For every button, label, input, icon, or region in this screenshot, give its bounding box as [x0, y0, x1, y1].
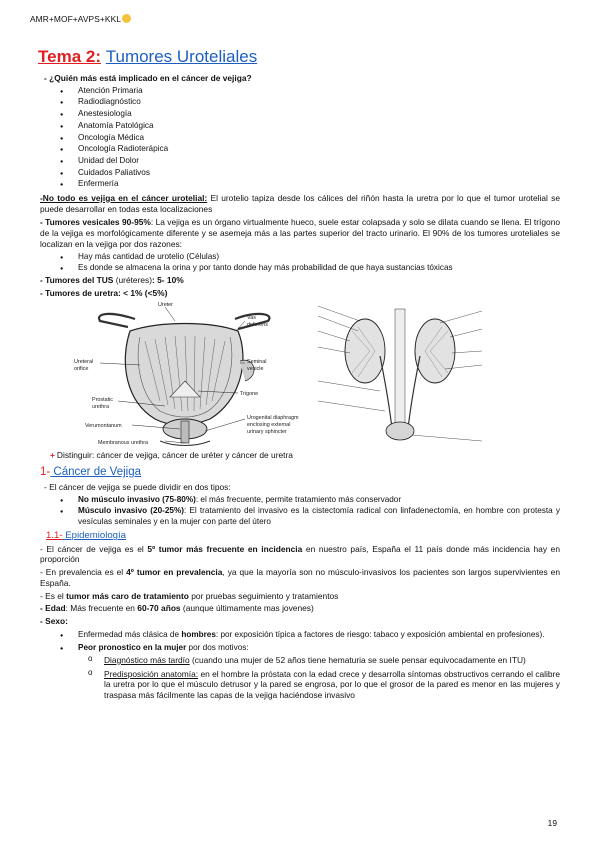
fig-label-urogenital-1: Urogenital diaphragm [247, 415, 299, 422]
fig-label-urogenital-3: urinary sphincter [247, 429, 287, 436]
sexo-list [60, 630, 560, 654]
list-item: ● Anatomía Patológica [60, 121, 560, 132]
document-body [40, 73, 560, 704]
fig-label-ureteral: Ureteral [74, 359, 94, 366]
page-header: AMR+MOF+AVPS+KKL [30, 14, 131, 25]
list-item: ● Oncología Radioterápica [60, 144, 560, 155]
involved-list [60, 86, 560, 190]
fig-label-vesicle: vesicle [247, 366, 264, 373]
list-item: ● Enfermedad más clásica de hombres: por exposición típica a factores de riesgo: tabaco y exposición ambiental en profesiones). [60, 630, 560, 641]
list-item: ● Unidad del Dolor [60, 156, 560, 167]
list-item: ● Cuidados Paliativos [60, 168, 560, 179]
paragraph-epi-2: - En prevalencia es el 4º tumor en prevalencia, ya que la mayoría son no músculo-invasivos los pacientes son largos supervivientes en España. [40, 567, 560, 588]
types-list [60, 495, 560, 528]
sexo-heading: - Sexo: [40, 616, 68, 627]
fig-label-vas: Vas [247, 315, 256, 322]
paragraph-vesicales: - Tumores vesicales 90-95%: La vejiga es un órgano virtualmente hueco, suele estar colapsada y solo se dilata cuando se llena. El trígono de la vejiga es morfológicamente diferente y se asemeja más a las partes superior del tracto urinario. El 90% de los tumores uroteliales se localizan en la vejiga por dos razones: [40, 217, 561, 249]
fig-label-ureter: Ureter [158, 302, 173, 309]
bladder-anatomy-figure [40, 301, 560, 448]
fig-label-prostatic: Prostatic [92, 397, 113, 404]
fig-label-deferens: deferens [247, 322, 268, 329]
section-1-intro: - El cáncer de vejiga se puede dividir en dos tipos: [44, 481, 231, 492]
list-item: ● Hay más cantidad de urotelio (Células) [60, 252, 560, 263]
smile-emoji-icon [122, 14, 131, 23]
section-heading-1-1: 1.1- Epidemiología [46, 530, 127, 542]
list-item: ● Anestesiología [60, 109, 560, 120]
paragraph-epi-1: - El cáncer de vejiga es el 5º tumor más frecuente en incidencia en nuestro país, España el 11 país donde más incidencia hay en proporción [40, 543, 560, 565]
paragraph-epi-3: - Es el tumor más caro de tratamiento por pruebas seguimiento y tratamientos [40, 590, 339, 601]
list-item: ● Radiodiagnóstico [60, 97, 560, 108]
tus-line: - Tumores del TUS (uréteres): 5- 10% [40, 274, 184, 285]
page-title: Tema 2: Tumores Uroteliales [38, 47, 258, 66]
list-item: ● Músculo invasivo (20-25%): El tratamiento del invasivo es la cistectomía radical con linfadenectomía, en hombre con protesta y vesículas seminales y en la mujer con parte del útero [60, 506, 560, 527]
fig-label-orifice: orifice [74, 366, 89, 373]
question-heading: - ¿Quién más está implicado en el cáncer de vejiga? [44, 73, 252, 83]
distinguish-note: + Distinguir: cáncer de vejiga, cáncer de uréter y cáncer de uretra [50, 450, 293, 461]
reasons-list [60, 252, 560, 274]
paragraph-urotelial: -No todo es vejiga en el cáncer urotelial: El urotelio tapiza desde los cálices del riñón hasta la uretra por lo que el tumor urotelial se puede desarrollar en todas esta localizaciones [40, 192, 560, 214]
uretra-line: - Tumores de uretra: < 1% (<5%) [40, 287, 168, 298]
fig-label-trigone: Trigone [240, 391, 259, 398]
list-item: o Predisposición anatomía: en el hombre la próstata con la edad crece y desarrolla síntomas obstructivos cerrando el calibre la uretra por lo que el músculo detrusor y la pared se engrosa, por lo que el grosor de la pared es menor en las mujeres y traspasa más fácilmente las capas de la vejiga haciéndose invasivo [88, 669, 560, 701]
bladder-section-drawing [74, 302, 299, 446]
page-number: 19 [547, 818, 557, 828]
list-item: ● Oncología Médica [60, 133, 560, 144]
fig-label-seminal: Seminal [247, 359, 267, 366]
list-item: ● Enfermería [60, 179, 560, 190]
paragraph-edad: - Edad: Más frecuente en 60-70 años (aunque últimamente mas jovenes) [40, 603, 314, 614]
fig-label-urogenital-2: enclosing external [247, 422, 291, 429]
list-item: ● Peor pronostico en la mujer por dos motivos: [60, 643, 560, 654]
plus-icon: + [50, 450, 55, 461]
list-item: o Diagnóstico más tardío (cuando una mujer de 52 años tiene hematuria se suele pensar equivocadamente en ITU) [88, 655, 560, 666]
bladder-anatomy-illustration [40, 301, 560, 448]
list-item: ● No músculo invasivo (75-80%): el más frecuente, permite tratamiento más conservador [60, 495, 560, 506]
section-heading-1: 1- Cáncer de Vejiga [40, 466, 142, 479]
fig-label-urethra: urethra [92, 404, 110, 411]
list-item: ● Es donde se almacena la orina y por tanto donde hay más probabilidad de que haya sustancias tóxicas [60, 263, 560, 274]
list-item: ● Atención Primaria [60, 86, 560, 97]
urinary-tract-drawing [318, 306, 482, 441]
fig-label-verumontanum: Verumontanum [85, 423, 122, 430]
fig-label-membranous: Membranous urethra [98, 440, 149, 447]
motivos-list [88, 655, 560, 701]
